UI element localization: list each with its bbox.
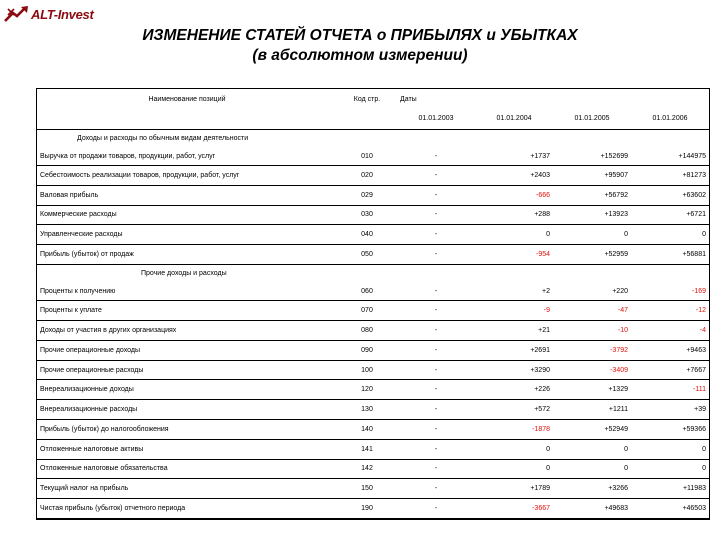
row-value: +6721 [631,205,709,225]
logo-arrow-icon [4,5,30,23]
row-value: - [397,166,475,186]
row-value: - [397,360,475,380]
table-row [37,205,709,225]
table-row [37,459,709,479]
row-value: +1211 [553,400,631,420]
row-value: - [397,205,475,225]
row-value: 0 [475,225,553,245]
header-name-col: Наименование позиций [148,95,226,103]
row-value: - [397,439,475,459]
row-value: +152699 [553,147,631,166]
row-value: - [397,459,475,479]
section-ordinary [37,129,709,147]
row-code: 010 [337,147,397,166]
row-code: 190 [337,499,397,519]
row-code: 060 [337,282,397,301]
row-code: 100 [337,360,397,380]
row-code: 030 [337,205,397,225]
row-value: 0 [475,459,553,479]
row-value: -1878 [475,419,553,439]
row-value: +3266 [553,479,631,499]
row-value: +95907 [553,166,631,186]
row-value: +46503 [631,499,709,519]
row-value: - [397,340,475,360]
row-value: +63602 [631,185,709,205]
row-value: -954 [475,245,553,265]
section-ordinary-label: Доходы и расходы по обычным видам деятельности [77,134,249,142]
row-value: +59366 [631,419,709,439]
row-value: - [397,245,475,265]
section-other-label: Прочие доходы и расходы [141,270,227,278]
alt-invest-logo [4,4,94,24]
row-code: 150 [337,479,397,499]
row-code: 029 [337,185,397,205]
row-value: +1329 [553,380,631,400]
row-name: Проценты к уплате [37,301,337,321]
row-name: Прибыль (убыток) до налогообложения [37,419,337,439]
table-row [37,147,709,166]
table-row [37,360,709,380]
row-value: 0 [553,459,631,479]
row-value: +572 [475,400,553,420]
row-value: -47 [553,301,631,321]
row-value: +2691 [475,340,553,360]
header-dates-col: Даты [400,95,417,103]
row-value: +144975 [631,147,709,166]
row-value: - [397,301,475,321]
row-code: 141 [337,439,397,459]
row-name: Коммерческие расходы [37,205,337,225]
row-value: -3667 [475,499,553,519]
row-name: Доходы от участия в других организациях [37,321,337,341]
row-name: Прочие операционные расходы [37,360,337,380]
row-name: Отложенные налоговые обязательства [37,459,337,479]
row-name: Проценты к получению [37,282,337,301]
row-name: Внереализационные расходы [37,400,337,420]
row-value: +7667 [631,360,709,380]
row-value: -9 [475,301,553,321]
title-line-2: (в абсолютном измерении) [252,47,468,64]
row-code: 070 [337,301,397,321]
row-value: - [397,380,475,400]
row-value: +49683 [553,499,631,519]
header-date-2004: 01.01.2004 [475,109,553,129]
table-row [37,225,709,245]
row-name: Себестоимость реализации товаров, продукции, работ, услуг [37,166,337,186]
row-value: -666 [475,185,553,205]
header-date-2005: 01.01.2005 [553,109,631,129]
row-value: +220 [553,282,631,301]
row-value: - [397,185,475,205]
row-code: 140 [337,419,397,439]
table-row [37,245,709,265]
header-date-2003: 01.01.2003 [397,109,475,129]
row-value: -111 [631,380,709,400]
row-value: 0 [475,439,553,459]
row-value: +2403 [475,166,553,186]
header-code-col: Код стр. [353,95,381,103]
row-value: +52959 [553,245,631,265]
table-row [37,166,709,186]
row-value: -10 [553,321,631,341]
table-row [37,301,709,321]
row-value: 0 [631,439,709,459]
table-body [37,89,709,519]
row-name: Чистая прибыль (убыток) отчетного периода [37,499,337,519]
row-name: Управленческие расходы [37,225,337,245]
row-value: +9463 [631,340,709,360]
row-value: -3792 [553,340,631,360]
row-value: - [397,321,475,341]
row-value: -4 [631,321,709,341]
row-code: 130 [337,400,397,420]
row-code: 040 [337,225,397,245]
table-row [37,499,709,519]
row-value: - [397,147,475,166]
title-line-1: ИЗМЕНЕНИЕ СТАТЕЙ ОТЧЕТА о ПРИБЫЛЯХ и УБЫТКАХ [142,27,578,44]
row-code: 050 [337,245,397,265]
row-value: 0 [631,459,709,479]
table-row [37,282,709,301]
table-row [37,340,709,360]
row-name: Текущий налог на прибыль [37,479,337,499]
row-value: +2 [475,282,553,301]
row-value: +39 [631,400,709,420]
row-value: - [397,225,475,245]
table-row [37,185,709,205]
row-name: Отложенные налоговые активы [37,439,337,459]
row-name: Прибыль (убыток) от продаж [37,245,337,265]
header-date-2006: 01.01.2006 [631,109,709,129]
row-value: +81273 [631,166,709,186]
page-title [0,26,720,66]
row-value: +56881 [631,245,709,265]
row-value: - [397,479,475,499]
row-value: 0 [553,225,631,245]
row-value: +13923 [553,205,631,225]
table-row [37,321,709,341]
row-value: -3409 [553,360,631,380]
row-code: 020 [337,166,397,186]
row-name: Прочие операционные доходы [37,340,337,360]
table-row [37,400,709,420]
logo-text: ALT-Invest [31,6,94,22]
row-code: 080 [337,321,397,341]
row-value: +11983 [631,479,709,499]
row-value: 0 [631,225,709,245]
row-name: Выручка от продажи товаров, продукции, работ, услуг [37,147,337,166]
row-value: +1789 [475,479,553,499]
row-value: +1737 [475,147,553,166]
row-value: -12 [631,301,709,321]
pl-changes-table [36,88,710,520]
table-row [37,419,709,439]
table-row [37,439,709,459]
row-value: 0 [553,439,631,459]
row-name: Внереализационные доходы [37,380,337,400]
row-value: +56792 [553,185,631,205]
row-name: Валовая прибыль [37,185,337,205]
row-code: 142 [337,459,397,479]
row-value: +21 [475,321,553,341]
section-other [37,264,709,282]
row-value: +288 [475,205,553,225]
row-value: +3290 [475,360,553,380]
table-row [37,380,709,400]
row-code: 090 [337,340,397,360]
row-value: - [397,400,475,420]
row-value: - [397,282,475,301]
row-value: +52949 [553,419,631,439]
row-value: - [397,419,475,439]
table-row [37,479,709,499]
row-value: +226 [475,380,553,400]
row-value: -169 [631,282,709,301]
row-code: 120 [337,380,397,400]
row-value: - [397,499,475,519]
